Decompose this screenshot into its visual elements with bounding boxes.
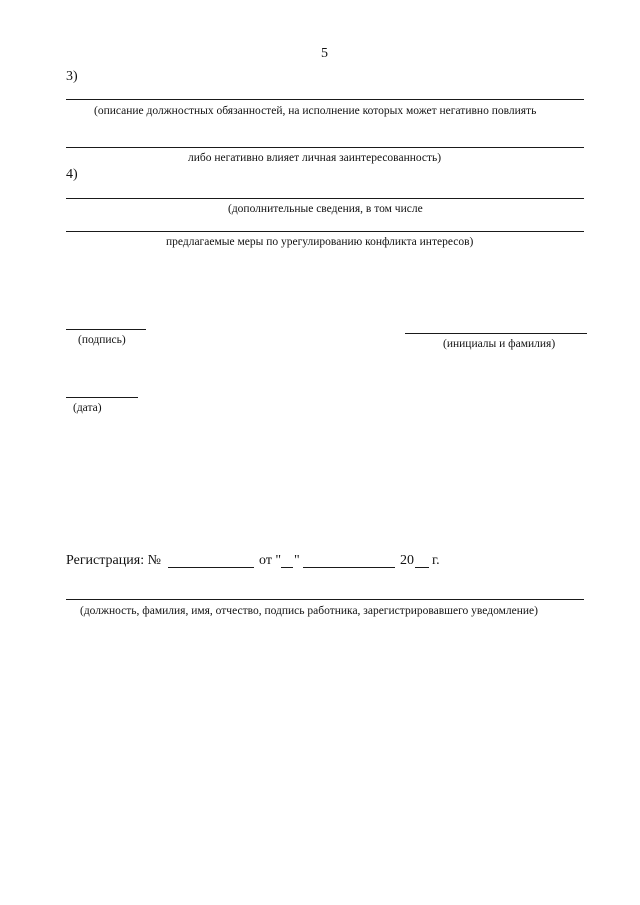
page-number: 5 [321,46,328,61]
registration-number-line [168,567,254,568]
registration-quote-close: " [294,553,300,568]
registration-year-suffix: г. [432,553,440,568]
name-line [405,333,587,334]
registration-year-prefix: 20 [400,553,414,568]
section-3-line-1 [66,99,584,100]
registration-month-line [303,567,395,568]
registration-day-line [281,567,293,568]
section-4-line-2 [66,231,584,232]
registration-year-line [415,567,429,568]
section-4-number: 4) [66,167,78,182]
signature-line [66,329,146,330]
registration-caption-line [66,599,584,600]
section-4-caption-2: предлагаемые меры по урегулированию конфликта интересов) [166,236,474,248]
date-line [66,397,138,398]
registration-label: Регистрация: № [66,553,161,568]
signature-caption: (подпись) [78,334,126,346]
section-3-line-2 [66,147,584,148]
section-3-number: 3) [66,69,78,84]
date-caption: (дата) [73,402,102,414]
section-3-caption-1: (описание должностных обязанностей, на исполнение которых может негативно повлиять [94,105,537,117]
section-3-caption-2: либо негативно влияет личная заинтересованность) [188,152,442,164]
registration-from: от " [259,553,282,568]
section-4-line-1 [66,198,584,199]
name-caption: (инициалы и фамилия) [443,338,556,350]
registration-caption: (должность, фамилия, имя, отчество, подпись работника, зарегистрировавшего уведомление) [80,605,538,617]
section-4-caption-1: (дополнительные сведения, в том числе [228,203,423,215]
